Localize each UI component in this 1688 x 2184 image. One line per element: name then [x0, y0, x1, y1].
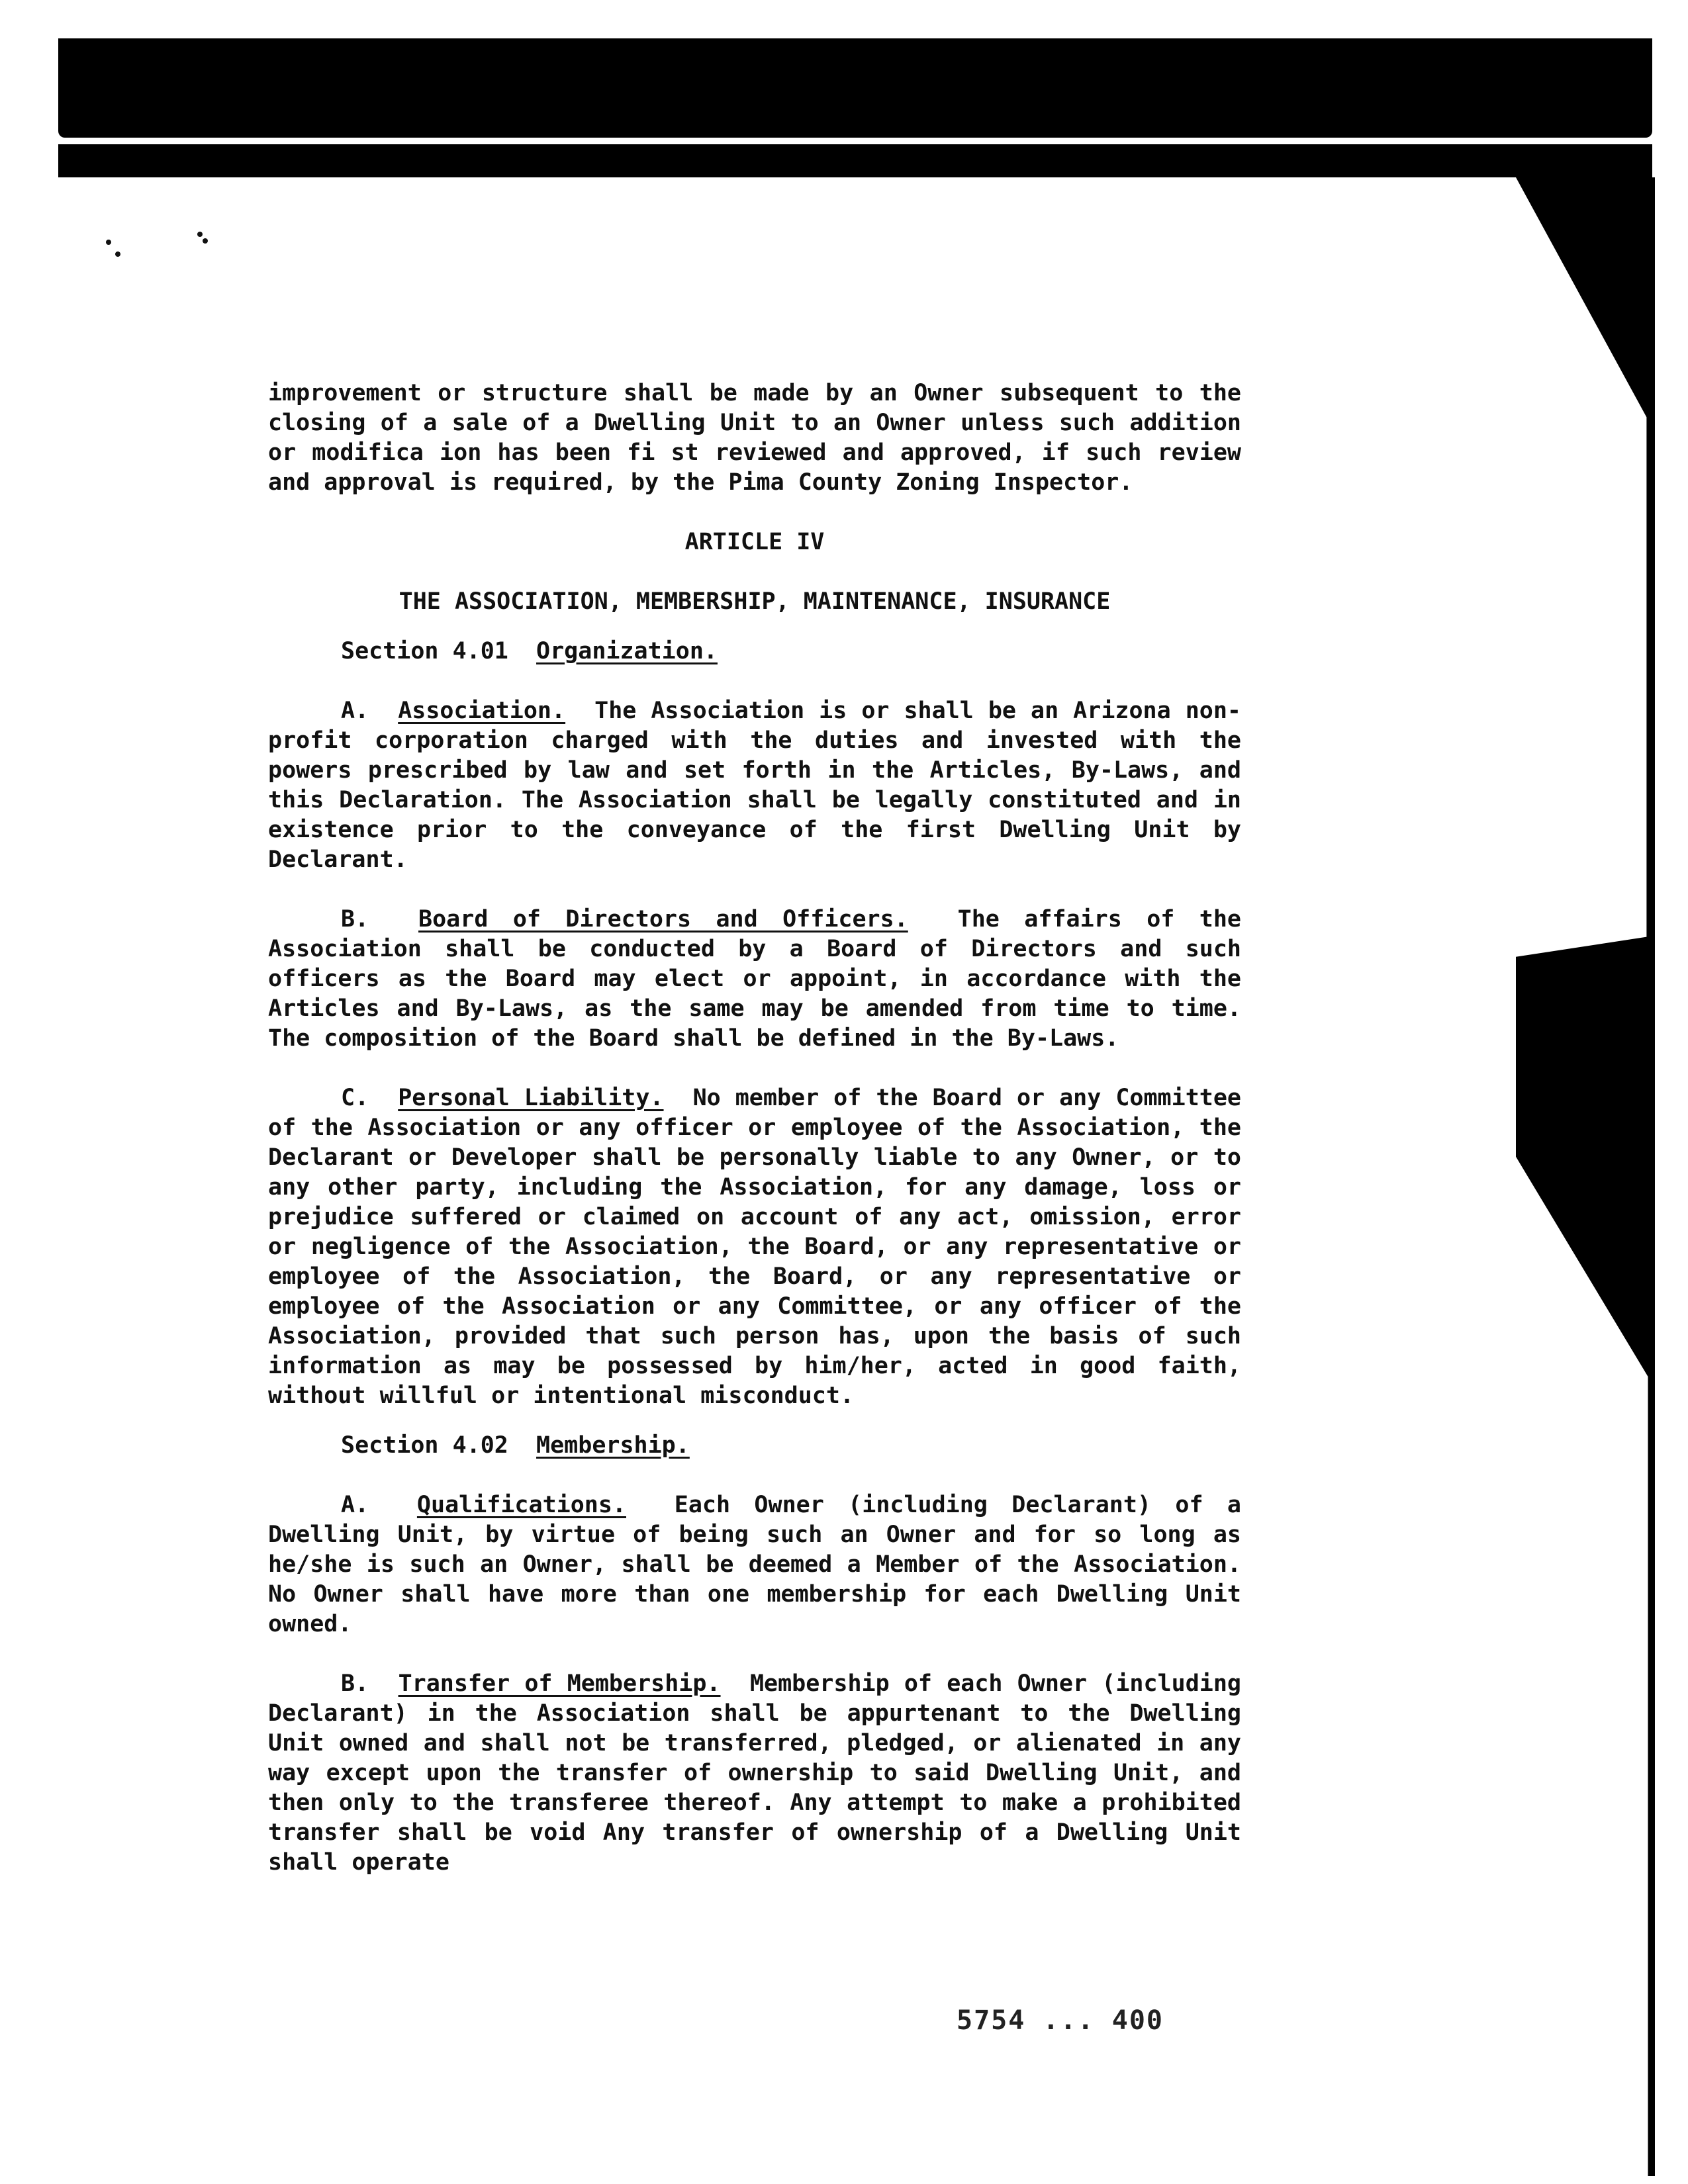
scan-specks: [99, 225, 212, 265]
section-heading-4-01: [268, 637, 1241, 666]
item-letter: B.: [341, 1670, 369, 1697]
section-heading-4-02: [268, 1431, 1241, 1461]
item-text: Each Owner (including Declarant) of a Dwelling Unit, by virtue of being such an Owner and for so long as he/she is such an Owner, shall be deemed a Member of the Association. No Owner shall have more than one membership for each Dwelling Unit owned.: [268, 1492, 1241, 1637]
paragraph-transfer-of-membership: [268, 1669, 1241, 1878]
item-text: No member of the Board or any Committee of the Association or any officer or employee of the Association, the Declarant or Developer shall be personally liable to any Owner, or to any other party, including the Association, for any damage, loss or prejudice suffered or claimed on account of any act, omission, error or negligence of the Association, the Board, or any representative or employee of the Association, the Board, or any representative or employee of the Association or any Committee, or any officer of the Association, provided that such person has, upon the basis of such information as may be possessed by him/her, acted in good faith, without willful or intentional misconduct.: [268, 1085, 1241, 1409]
paragraph-board-of-directors: [268, 905, 1241, 1054]
item-text: The Association is or shall be an Arizona non-profit corporation charged with the duties and invested with the powers prescribed by law and set forth in the Articles, By-Laws, and this Declaration. The Association shall be legally constituted and in existence prior to the conveyance of the first Dwelling Unit by Declarant.: [268, 698, 1241, 873]
scan-border-top: [58, 38, 1652, 138]
item-heading: Association.: [398, 698, 566, 724]
scan-border-right: [1516, 177, 1655, 2176]
article-title: THE ASSOCIATION, MEMBERSHIP, MAINTENANCE, INSURANCE: [399, 588, 1111, 615]
item-heading: Board of Directors and Officers.: [418, 906, 908, 933]
item-letter: B.: [341, 906, 369, 933]
section-label: Section 4.02: [341, 1432, 508, 1459]
paragraph-association: [268, 696, 1241, 875]
item-heading: Qualifications.: [416, 1492, 626, 1518]
section-label: Section 4.01: [341, 638, 508, 664]
page-reference-number: 5754 ... 400: [957, 2005, 1164, 2036]
paragraph-qualifications: [268, 1490, 1241, 1639]
section-title: Organization.: [536, 638, 718, 664]
intro-paragraph: improvement or structure shall be made by an Owner subsequent to the closing of a sale of a Dwelling Unit to an Owner unless such addition or modifica ion has been fi st reviewed and approved, if such review and approval is required, by the Pima County Zoning Inspector.: [268, 380, 1241, 496]
item-letter: A.: [341, 1492, 369, 1518]
item-text: The affairs of the Association shall be conducted by a Board of Directors and such officers as the Board may elect or appoint, in accordance with the Articles and By-Laws, as the same may be amended from time to time. The composition of the Board shall be defined in the By-Laws.: [268, 906, 1242, 1052]
document-page: [268, 379, 1241, 1878]
section-title: Membership.: [536, 1432, 690, 1459]
scan-border-strip: [58, 144, 1652, 177]
item-letter: C.: [341, 1085, 369, 1111]
item-text: Membership of each Owner (including Declarant) in the Association shall be appurtenant to the Dwelling Unit owned and shall not be transferred, pledged, or alienated in any way except upon the transfer of ownership to said Dwelling Unit, and then only to the transferee thereof. Any attempt to make a prohibited transfer shall be void Any transfer of ownership of a Dwelling Unit shall operate: [268, 1670, 1241, 1876]
article-number: ARTICLE IV: [684, 529, 825, 555]
item-letter: A.: [341, 698, 369, 724]
item-heading: Personal Liability.: [398, 1085, 664, 1111]
item-heading: Transfer of Membership.: [398, 1670, 721, 1697]
paragraph-personal-liability: [268, 1083, 1241, 1411]
